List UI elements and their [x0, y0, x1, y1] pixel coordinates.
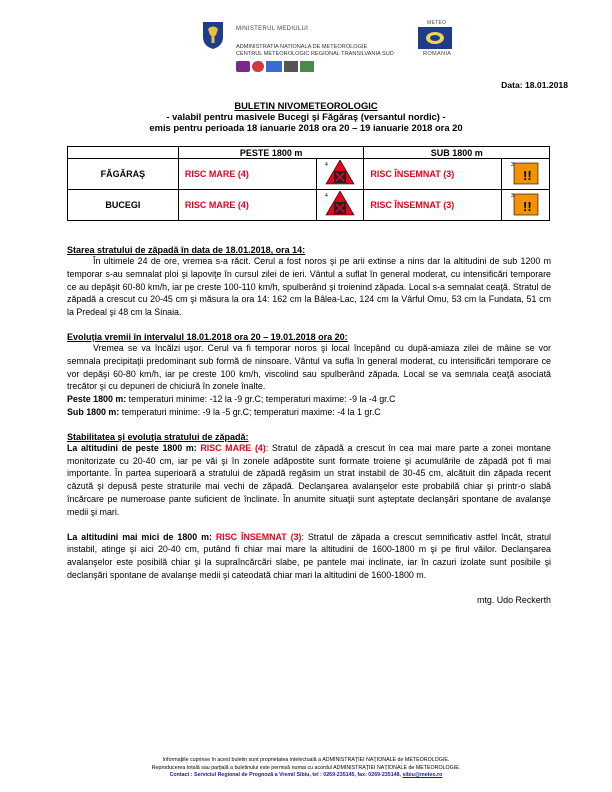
temps-below-text: temperaturi minime: -9 la -5 gr.C; temperaturi maxime: -4 la 1 gr.C — [119, 406, 381, 417]
meteo-label: METEO — [427, 20, 447, 26]
section-snow-state-heading: Starea stratului de zăpadă în data de 18.01.2018, ora 14: — [67, 245, 306, 255]
svg-text:!!: !! — [522, 199, 532, 214]
footer-line-1: Informaţiile cuprinse în acest buletin sunt proprietatea intelectuală a ADMINISTRAŢIEI NAŢIONALE de METEOROLOGIE. — [162, 757, 450, 763]
footer-line-2: Reproducerea totală sau parţială a buletinului este permisă numai cu acordul ADMINISTRAŢIEI NAŢIONALE de METEOROLOGIE. — [151, 764, 461, 771]
bulletin-date: Data: 18.01.2018 — [501, 80, 568, 90]
footer-contact-text: Contact : Serviciul Regional de Prognoză a Vremii Sibiu, tel : 0269-235145, fax: 0269-235148, — [169, 772, 403, 779]
stability-below-label: La altitudini mai mici de 1800 m: — [67, 531, 216, 542]
stability-above-label: La altitudini de peste 1800 m: — [67, 442, 201, 453]
svg-text:4: 4 — [324, 162, 328, 168]
stability-above-1800 — [67, 442, 551, 519]
temps-above-label: Peste 1800 m: — [67, 394, 127, 405]
risk-4-icon-cell — [316, 190, 364, 221]
risk-row-fagaras — [68, 159, 550, 190]
certification-logos — [236, 61, 316, 72]
col-header-low: SUB 1800 m — [364, 147, 550, 159]
svg-text:3: 3 — [510, 193, 514, 199]
header — [0, 0, 612, 80]
romania-coat-of-arms-icon — [200, 20, 226, 50]
signature: mtg. Udo Reckerth — [477, 594, 551, 605]
svg-text:4: 4 — [324, 193, 328, 199]
agency-line-1: ADMINISTRATIA NATIONALA DE METEOROLOGIE — [236, 44, 368, 50]
stability-above-risk: RISC MARE (4) — [200, 442, 266, 453]
risk-3-icon-cell — [502, 159, 550, 190]
risk-level-4-icon — [324, 160, 356, 186]
risk-level-3-icon — [510, 191, 542, 217]
ministry-name: MINISTERUL MEDIULUI — [236, 26, 309, 32]
svg-text:3: 3 — [510, 162, 514, 168]
bulletin-period: emis pentru perioada 18 ianuarie 2018 ora 20 – 19 ianuarie 2018 ora 20 — [149, 122, 463, 133]
footer — [20, 757, 592, 780]
section-snow-state-text: În ultimele 24 de ore, vremea s-a răcit. Cerul a fost noros şi pe arii extinse a nins dar la altitudini de sub 1200 m temporar s-au semnalat ploi şi lapoviţe în cursul zilei de ieri. Vântul a suflat în general moderat, cu intensificări temporare ce au depăşit 60-80 km/h, iar pe creste 100-110 km/h, spulberând şi troienind zăpada. Local s-a semnalat ceaţă. Stratul de zăpadă a crescut cu 20-45 cm şi măsura la ora 14: 162 cm la Bâlea-Lac, 124 cm la Vârful Omu, 53 cm la Fundata, 51 cm la Predeal şi 48 cm la Sinaia. — [67, 256, 551, 318]
footer-contact — [20, 772, 592, 780]
massif-name: BUCEGI — [68, 190, 179, 221]
bulletin-body — [67, 245, 551, 607]
section-stability-heading: Stabilitatea şi evoluţia stratului de zăpadă: — [67, 431, 249, 442]
col-header-high: PESTE 1800 m — [178, 147, 364, 159]
cert-logo-4-icon — [284, 61, 298, 72]
risk-level-4-icon — [324, 191, 356, 217]
avalanche-risk-table — [67, 146, 550, 221]
footer-email-link[interactable]: sibiu@meteo.ro — [402, 772, 443, 779]
svg-text:!!: !! — [522, 168, 532, 183]
bulletin-title: BULETIN NIVOMETEOROLOGIC — [234, 100, 378, 111]
cert-logo-2-icon — [252, 61, 264, 72]
stability-above-text: : Stratul de zăpadă a crescut în cea mai mare parte a zonei montane monitorizate cu 20-40 cm, iar pe văi şi în zonele adăpostite sunt formate troiene şi acumulările de zăpadă pot fi mai importante. În partea superioară a stratului de zăpadă regăsim un strat instabil de 30-45 cm, alcătuit din zăpada recent căzută şi depusă peste straturile mai vechi de zăpadă. Declanşarea avalanşelor este probabilă chiar şi printr-o slabă încărcare pe numeroase pante suficient de înclinate. În anumite situaţii sunt aşteptate declanşări spontane de avalanşe medii şi mari. — [67, 442, 551, 517]
temps-below-1800 — [67, 406, 551, 419]
section-weather-heading: Evoluţia vremii în intervalul 18.01.2018 ora 20 – 19.01.2018 ora 20: — [67, 331, 348, 342]
high-risk-label: RISC MARE (4) — [178, 190, 316, 221]
stability-below-risk: RISC ÎNSEMNAT (3) — [215, 531, 302, 542]
cert-logo-5-icon — [300, 61, 314, 72]
temps-above-text: temperaturi minime: -12 la -9 gr.C; temperaturi maxime: -9 la -4 gr.C — [126, 394, 396, 405]
low-risk-label: RISC ÎNSEMNAT (3) — [364, 159, 502, 190]
romania-label: ROMANIA — [423, 51, 452, 57]
massif-name: FĂGĂRAŞ — [68, 159, 179, 190]
agency-line-2: CENTRUL METEOROLOGIC REGIONAL TRANSILVANIA SUD — [236, 51, 394, 57]
risk-level-3-icon — [510, 160, 542, 186]
high-risk-label: RISC MARE (4) — [178, 159, 316, 190]
cert-logo-3-icon — [266, 61, 282, 72]
low-risk-label: RISC ÎNSEMNAT (3) — [364, 190, 502, 221]
temps-above-1800 — [67, 393, 551, 406]
bulletin-subtitle: - valabil pentru masivele Bucegi şi Făgăraş (versantul nordic) - — [166, 111, 446, 122]
stability-below-1800 — [67, 531, 551, 582]
risk-4-icon-cell — [316, 159, 364, 190]
corner-cell — [68, 147, 179, 159]
temps-below-label: Sub 1800 m: — [67, 406, 120, 417]
stability-below-text: : Stratul de zăpada a crescut semnificativ astfel încât, stratul instabil, atinge şi aici 20-40 cm, putând fi chiar mai mare la altitudini de 1600-1800 m şi pe firul văilor. Declanşarea avalanşelor este posibilă chiar şi la supraîncărcări slabe, pe pantele mai inclinate, iar în cazuri izolate sunt posibile şi declanşări spontane de avalanşe medii şi cateodată chiar mari la altitudini de 1600-1800 m. — [67, 531, 551, 580]
risk-table-header — [68, 147, 550, 159]
cert-logo-1-icon — [236, 61, 250, 72]
section-weather-text: Vremea se va încălzi uşor. Cerul va fi temporar noros şi local începând cu după-amiaza zilei de mâine se vor semnala precipitaţii predominant sub formă de ninsoare. Vântul va sufla în general moderat, cu intensificări temporare ce vor depăşi 60-80 km/h, iar pe creste 100 km/h, viscolind sau spulberând zăpada. Local se va semnala ceaţă asociată trecător şi cu depuneri de chiciură în zonele înalte. — [67, 342, 551, 392]
meteo-romania-logo-icon — [418, 27, 452, 49]
bulletin-title-block — [0, 100, 612, 133]
risk-3-icon-cell — [502, 190, 550, 221]
risk-row-bucegi — [68, 190, 550, 221]
